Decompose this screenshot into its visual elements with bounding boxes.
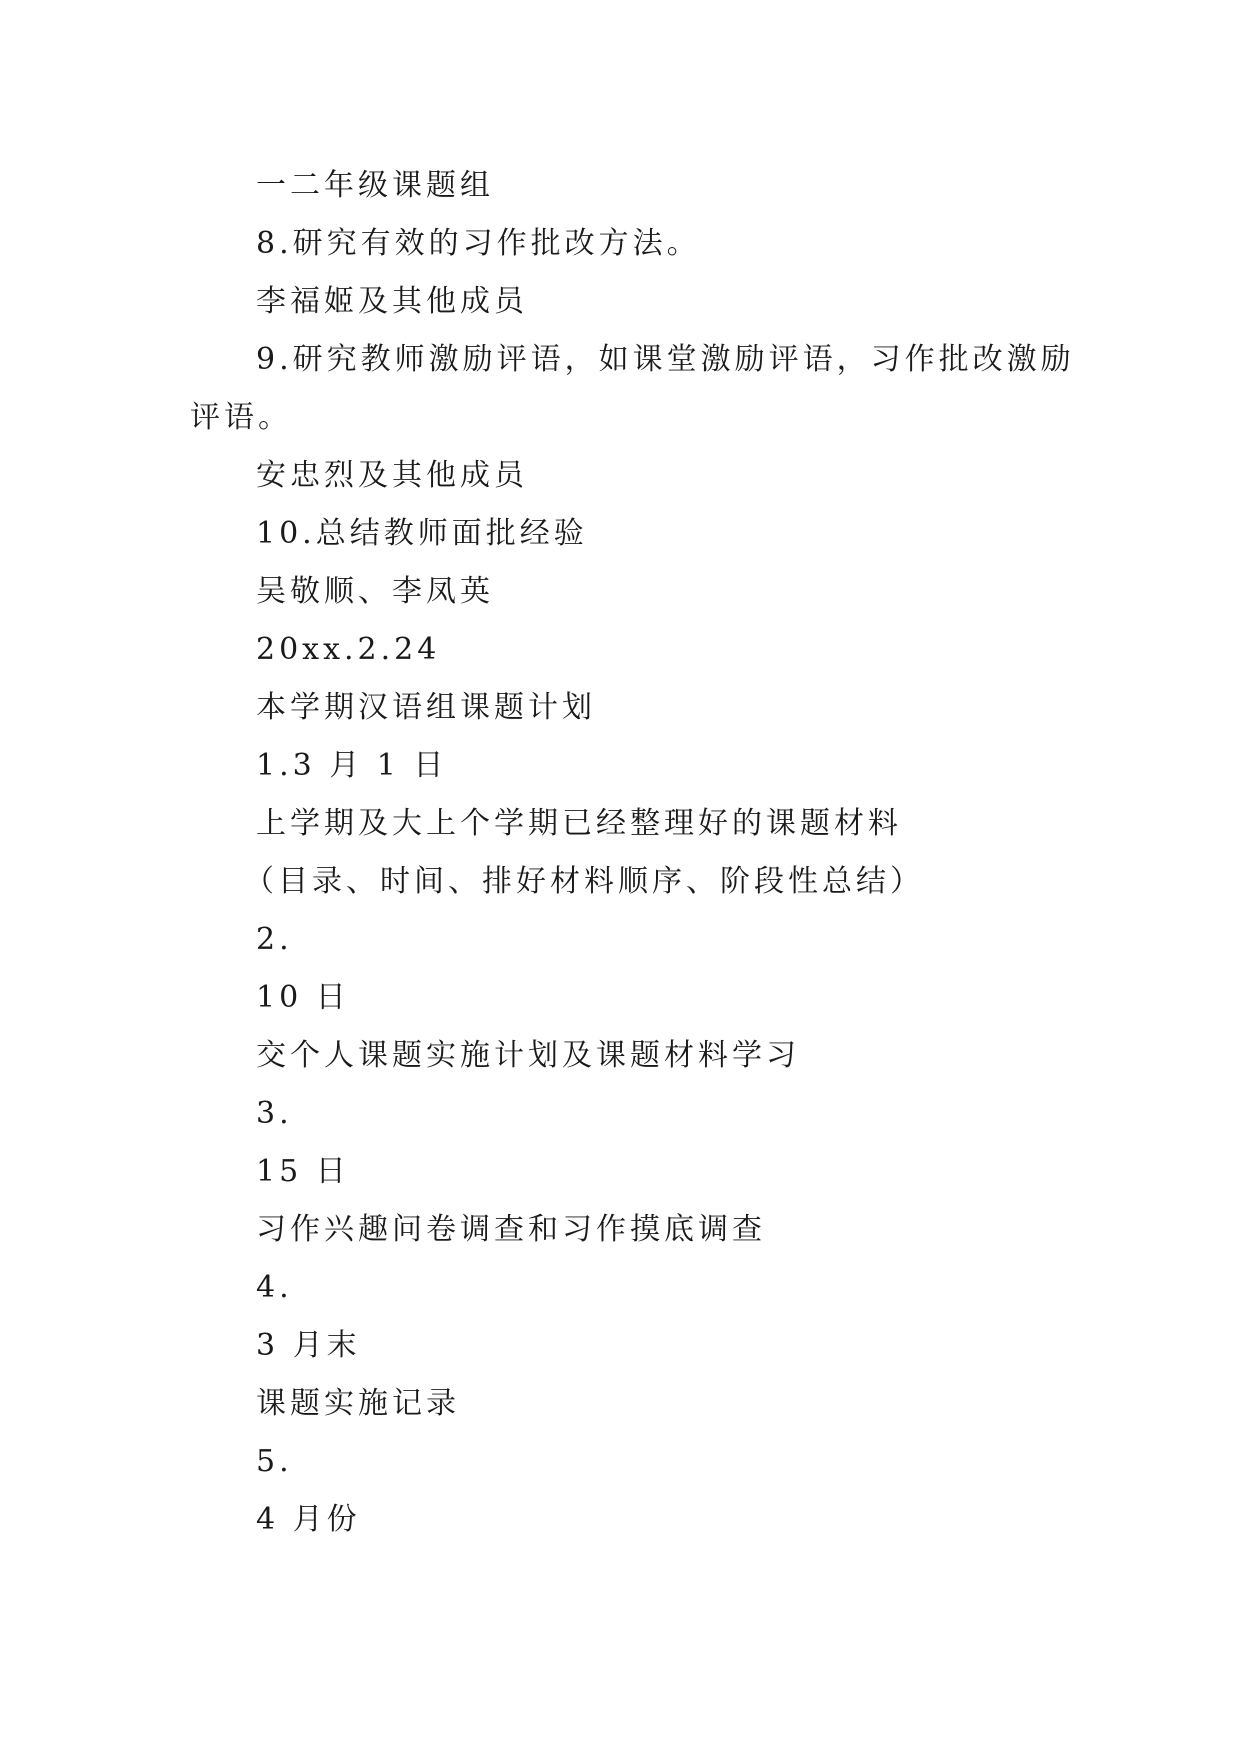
text-line: 1.3 月 1 日 xyxy=(256,748,448,783)
text-line: 15 日 xyxy=(256,1154,350,1189)
text-line: 一二年级课题组 xyxy=(256,168,494,203)
text-line: 8.研究有效的习作批改方法。 xyxy=(256,226,701,261)
text-line: 安忠烈及其他成员 xyxy=(256,458,528,493)
text-line: 5. xyxy=(256,1444,293,1479)
text-line: 习作兴趣问卷调查和习作摸底调查 xyxy=(256,1212,766,1247)
text-line: 4. xyxy=(256,1270,293,1305)
text-line: 交个人课题实施计划及课题材料学习 xyxy=(256,1038,800,1073)
text-line: 3. xyxy=(256,1096,293,1131)
text-line: 10 日 xyxy=(256,980,350,1015)
text-line: 9.研究教师激励评语，如课堂激励评语，习作批改激励 xyxy=(256,342,1075,377)
text-line: 课题实施记录 xyxy=(256,1386,460,1421)
text-line: 4 月份 xyxy=(256,1502,361,1537)
text-line: 吴敬顺、李凤英 xyxy=(256,574,494,609)
text-line: 2. xyxy=(256,922,293,957)
text-line: 10.总结教师面批经验 xyxy=(256,516,588,551)
text-line: 3 月末 xyxy=(256,1328,361,1363)
text-line-continuation: 评语。 xyxy=(190,400,292,435)
section-title: 本学期汉语组课题计划 xyxy=(256,690,596,725)
date-line: 20xx.2.24 xyxy=(256,632,441,667)
text-line: （目录、时间、排好材料顺序、阶段性总结） xyxy=(244,864,924,899)
text-line: 上学期及大上个学期已经整理好的课题材料 xyxy=(256,806,902,841)
text-line: 李福姬及其他成员 xyxy=(256,284,528,319)
